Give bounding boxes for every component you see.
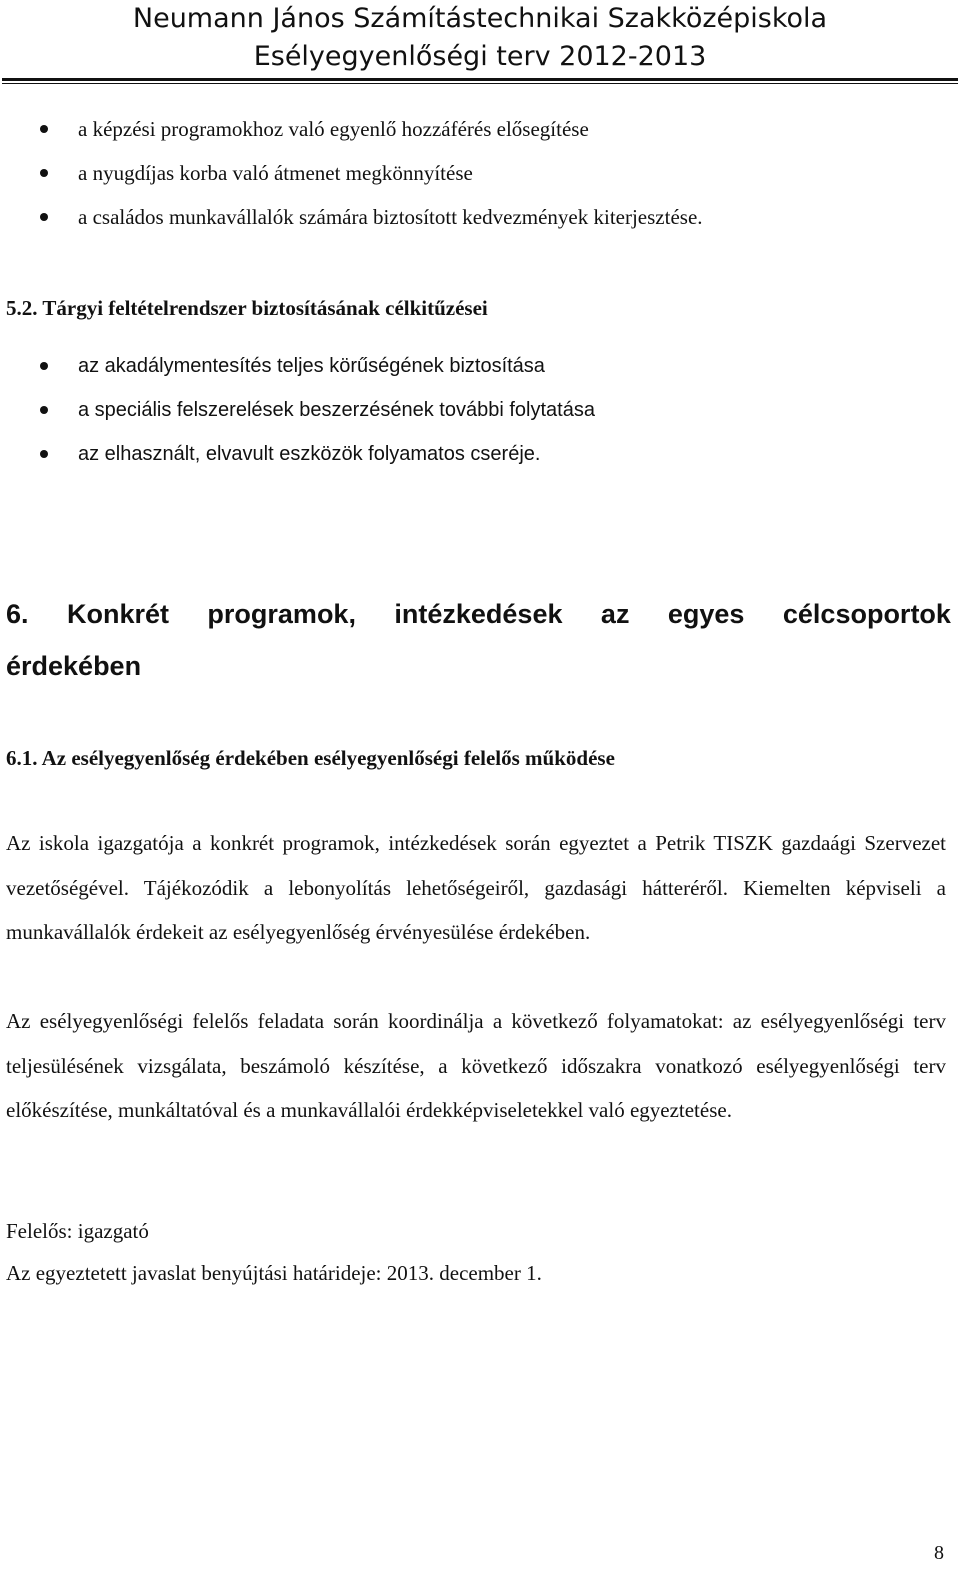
list-item: a speciális felszerelések beszerzésének további folytatása	[0, 388, 595, 432]
bullet-icon	[40, 362, 48, 370]
bullet-icon	[40, 169, 48, 177]
list-item: az elhasznált, elvavult eszközök folyamatos cseréje.	[0, 432, 595, 476]
page-header	[0, 0, 960, 76]
deadline-line: Az egyeztetett javaslat benyújtási határideje: 2013. december 1.	[6, 1261, 542, 1285]
list-item: a családos munkavállalók számára biztosított kedvezmények kiterjesztése.	[0, 195, 703, 239]
goals-list-1	[0, 107, 703, 239]
responsible-line: Felelős: igazgató	[6, 1219, 149, 1243]
list-item: az akadálymentesítés teljes körűségének biztosítása	[0, 344, 595, 388]
goals-list-2	[0, 344, 595, 476]
heading-6-1: 6.1. Az esélyegyenlőség érdekében esélyegyenlőségi felelős működése	[6, 746, 615, 770]
paragraph-coordination: Az esélyegyenlőségi felelős feladata során koordinálja a következő folyamatokat: az esélyegyenlőségi terv teljesülésének vizsgálata, beszámoló készítése, a következő időszakra vonatkozó esélyegyenlőségi terv előkészítése, munkáltatóval és a munkavállalói érdekképviseletekkel való egyeztetése.	[6, 1009, 946, 1122]
section-heading-6-line1: 6. Konkrét programok, intézkedések az egyes célcsoportok	[6, 599, 951, 629]
bullet-icon	[40, 125, 48, 133]
paragraph-responsible-duties: Az iskola igazgatója a konkrét programok, intézkedések során egyeztet a Petrik TISZK gazdaági Szervezet vezetőségével. Tájékozódik a lebonyolítás lehetőségeiről, gazdasági hátteréről. Kiemelten képviseli a munkavállalók érdekeit az esélyegyenlőség érvényesülése érdekében.	[6, 831, 946, 944]
section-heading-6	[6, 588, 951, 692]
header-rule-thin	[2, 83, 958, 84]
list-item: a képzési programokhoz való egyenlő hozzáférés elősegítése	[0, 107, 703, 151]
header-rule-thick	[2, 78, 958, 81]
section-heading-6-line2: érdekében	[6, 651, 142, 681]
page-number: 8	[934, 1542, 944, 1564]
school-name: Neumann János Számítástechnikai Szakközépiskola	[132, 3, 828, 34]
heading-5-2: 5.2. Tárgyi feltételrendszer biztosításának célkitűzései	[6, 296, 488, 320]
bullet-icon	[40, 450, 48, 458]
document-title: Esélyegyenlőségi terv 2012-2013	[253, 41, 707, 72]
list-item: a nyugdíjas korba való átmenet megkönnyítése	[0, 151, 703, 195]
bullet-icon	[40, 213, 48, 221]
bullet-icon	[40, 406, 48, 414]
